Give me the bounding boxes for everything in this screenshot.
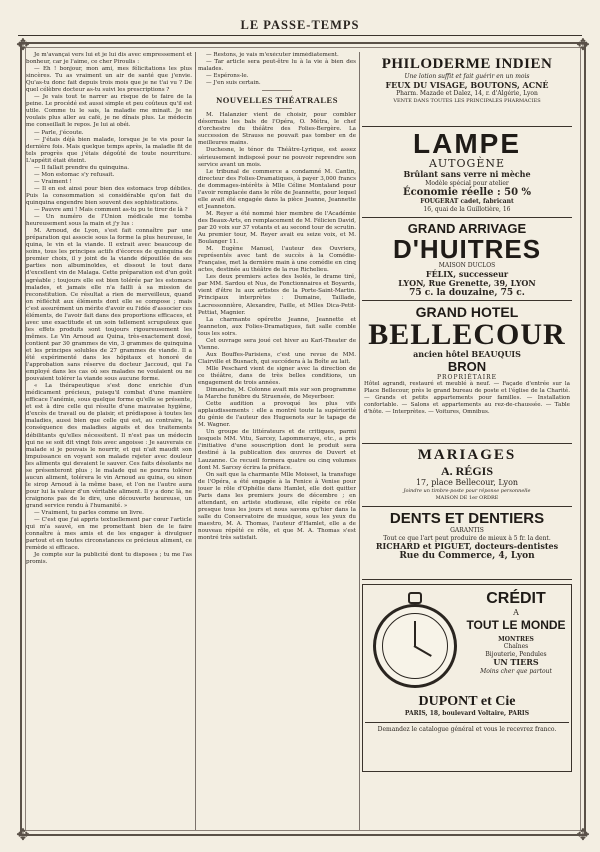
paragraph: — J'étais déjà bien malade, lorsque je te vis pour la dernière fois. Mais quelque temps après, la maladie fit de tels progrès que j'étais dégoûté de toute nourriture. L'appétit était éteint. — [26, 136, 192, 164]
ad-line: MAISON DUCLOS — [438, 262, 496, 269]
paragraph: — Vraiment ! — [34, 178, 72, 185]
ad-dents-title: DENTS ET DENTIERS — [389, 510, 545, 527]
ad-line: Brûlant sans verre ni mèche — [403, 169, 531, 179]
paragraph: — Pauvre ami ! Mais comment as-tu pu te tirer de là ? — [34, 207, 188, 214]
ad-credit-title: TOUT LE MONDE — [466, 617, 566, 632]
page-title: LE PASSE-TEMPS — [240, 18, 360, 32]
paragraph: — Il en est ainsi pour bien des estomacs trop débiles. Puis la consommation si considérable qu'on fait du quinquina engendre bien souvent des sophistications. — [26, 185, 192, 206]
column-2 — [198, 52, 356, 830]
ad-line: Pharm. Mazade et Dalez, 14, r. d'Algérie, Lyon — [396, 90, 538, 97]
ad-line: FÉLIX, successeur — [425, 268, 509, 279]
paragraph: M. Reyer a été nommé hier membre de l'Académie des Beaux-Arts, en remplacement de M. Félicien David, par 20 voix sur 37 votants et au second tour de scrutin. Au premier tour, M. Reyer avait eu seize voix, et M. Boulanger 11. — [198, 210, 356, 246]
ad-lampe-subtitle: AUTOGÈNE — [428, 157, 506, 170]
corner-ornament-icon: ✥ — [16, 35, 30, 54]
paragraph: M. Arnoud, de Lyon, s'est fait connaître par une préparation qui associe sous la forme la plus heureuse, le quina, le vin et la viande. Il extrait avec beaucoup de soins, tous les principes actifs d'écorces de quinquina de premier choix, il y joint de la viande dépouillée de ses parties non albuminoïdes, et dissout le tout dans d'excellent vin de Malaga. Cette préparation est d'un goût agréable ; toujours elle est bien tolérée par les estomacs malades, et jamais elle n'a failli à sa mission de reconstitution. Ce résultat a rien de merveilleux, quand on réfléchit aux éléments dont elle se compose ; mais c'est assurément un mérite d'avoir eu l'idée d'associer ces éléments, de l'avoir fait dans des proportions efficaces, et avec une exactitude et un soin tellement scrupuleux que les effets produits sont toujours rigoureusement les mêmes. Le Vin Arnoud au Quina, très-exactement dosé, contient par 30 grammes de vin, 3 grammes de quinquina et les principes solubles de 27 grammes de viande. Il a été expérimenté dans les hôpitaux et honoré de l'approbation sans réserve du docteur Jaccoud, qui l'a employé dans les cas où ses malades ne voulaient ou ne pouvaient tolérer la viande sous aucune forme. — [26, 228, 192, 383]
ad-line: 16, quai de la Guillotière, 16 — [423, 205, 511, 213]
paragraph: — Eh ! bonjour, mon ami, mes félicitations les plus sincères. Tu as vraiment un air de santé que j'envie. Qu'as-tu donc fait depuis trois mois que je ne t'ai vu ? De quel célèbre docteur as-tu suivi les prescriptions ? — [26, 66, 192, 94]
separator — [262, 108, 292, 109]
ad-line: UN TIERS — [493, 657, 539, 667]
column-rule — [359, 52, 360, 830]
paragraph: Duchesne, le ténor du Théâtre-Lyrique, est assez sérieusement indisposé pour ne pouvoir reprendre son service avant un mois. — [198, 147, 356, 168]
ad-lampe-title: LAMPE — [413, 128, 521, 159]
ad-line: LYON, Rue Grenette, 39, LYON — [398, 278, 536, 288]
corner-ornament-icon: ✥ — [576, 825, 590, 844]
ad-line: GARANTIS — [450, 527, 484, 534]
ad-line: Bijouterie, Pendules — [485, 650, 547, 658]
ad-line: MONTRES — [498, 635, 534, 643]
paragraph: La charmante opérette Jeanne, Jeannette et Jeanneton, aux Folies-Dramatiques, fait salle comble tous les soirs. — [198, 316, 356, 337]
ad-line: A. RÉGIS — [440, 464, 493, 478]
ad-huitres-top: GRAND ARRIVAGE — [407, 221, 527, 236]
ad-line: RICHARD et PIGUET, docteurs-dentistes — [375, 541, 559, 551]
paragraph: M. Halanzier vient de choisir, pour combler désormais les bals de l'Opéra, O. Métra, le chef d'orchestre du théâtre des Folies-Bergère. La succession de Strauss ne pouvait pas tomber en de meilleures mains. — [198, 112, 356, 147]
paragraph: — Je vais tout te narrer au risque de te faire de la peine. Le procédé est aussi simple et peu coûteux qu'il est utile. Comme tu le sais, la maladie me minait. Je ne voulais plus aller au café, je ne dînais plus. Le médecin me conseillait le repos. Je lui ai obéi. — [26, 94, 192, 129]
paragraph: — Mon estomac s'y refusait. — [34, 171, 115, 178]
ad-philoderme — [362, 52, 572, 127]
header-rule — [18, 35, 582, 36]
column-2-intro — [198, 52, 356, 87]
corner-ornament-icon: ✥ — [576, 35, 590, 54]
ad-line: Demandez le catalogue général et vous le recevrez franco. — [365, 722, 569, 734]
paragraph: Cet ouvrage sera joué cet hiver au Karl-Theater de Vienne. — [198, 337, 356, 351]
paragraph: M. Eugène Manuel, l'auteur des Ouvriers, représentés avec tant de succès à la Comédie-Française, met la dernière main à une comédie en cinq actes, destinée au théâtre de la rue Richelieu. — [198, 246, 356, 274]
ad-line: BRON — [447, 358, 487, 374]
paragraph: — Un numéro de l'Union médicale me tomba heureusement sous la main et j'y lus : — [26, 214, 192, 228]
pocket-watch-icon — [373, 604, 457, 688]
ad-dents — [362, 507, 572, 580]
paragraph: — Il fallait prendre du quinquina. — [34, 164, 130, 171]
ad-line: FOUGERAT cadet, fabricant — [420, 198, 514, 205]
advertisements-column — [362, 52, 572, 830]
paragraph: Les deux premiers actes des Isolés, le drame tiré, par MM. Sardou et Nus, de Fonctionnaires et Boyards, vient d'être lu aux artistes de la Porte-Saint-Martin. Principaux interprètes : Dumaine, Taillade, Lacressonnière, Alexandre, Faille, et Mlles Dica-Petit-Pettiat, Magnier. — [198, 274, 356, 316]
ad-hotel-top: GRAND HOTEL — [415, 304, 519, 320]
ad-huitres — [362, 218, 572, 301]
separator — [262, 90, 292, 91]
ad-line: PROPRIÉTAIRE — [436, 373, 498, 381]
ad-line: Hôtel agrandi, restauré et meublé à neuf. — Façade d'entrée sur la Place Bellecour, près le grand bureau de poste et l'église de la Charité. — Grands et petits appartements pour familles. — Installation confortable. — Salons et appartements au rez-de-chaussée. — Table d'hôte. — Interprètes. — Voitures, Omnibus. — [364, 381, 570, 415]
paragraph: Je m'avançai vers lui et je lui dis avec empressement et bonheur, car je l'aime, ce cher Piroulis : — [26, 52, 192, 66]
column-1 — [26, 52, 192, 830]
ad-line: Joindre un timbre-poste pour réponse personnelle — [403, 487, 531, 494]
ad-line: DUPONT et Cie — [418, 694, 516, 709]
ad-line: Rue du Commerce, 4, Lyon — [399, 550, 535, 561]
paragraph: — Espérons-le. — [206, 73, 249, 80]
corner-ornament-icon: ✥ — [16, 825, 30, 844]
ad-line: Moins cher que partout — [480, 667, 552, 675]
ad-hotel-bellecour — [362, 301, 572, 444]
paragraph: Un groupe de littérateurs et de critiques, parmi lesquels MM. Vitu, Sarcey, Lapommeraye, etc., a pris l'initiative d'une souscription dont le produit sera destiné à la publication des œuvres de Duvert et Lauzanne. Ce recueil formera quatre ou cinq volumes dont M. Sarcey écrira la préface. — [198, 429, 356, 471]
paragraph: Aux Bouffes-Parisiens, c'est une revue de MM. Clairville et Busnach, qui succédera à la Boîte au lait. — [198, 351, 356, 365]
ad-line: PARIS, 18, boulevard Voltaire, PARIS — [404, 710, 530, 717]
ad-line: ancien hôtel BEAUQUIS — [413, 349, 521, 359]
ad-line: Chaînes — [503, 643, 529, 650]
paragraph: Dimanche, M. Colonne avait mis sur son programme la Marche funèbre du Struensée, de Meyerbeer. — [198, 387, 356, 401]
ad-line: 75 c. la douzaine, 75 c. — [409, 287, 525, 298]
paragraph: — J'en suis certain. — [206, 80, 261, 87]
ad-huitres-title: D'HUITRES — [392, 234, 542, 264]
ad-mariages — [362, 444, 572, 507]
ad-line: VENTE DANS TOUTES LES PRINCIPALES PHARMACIES — [393, 97, 541, 104]
ad-line: Économie réelle : 50 % — [402, 187, 532, 198]
ad-credit-mid: A — [513, 608, 519, 617]
paragraph: — Vraiment, tu parles comme un livre. — [34, 510, 144, 517]
column-1-text — [26, 52, 192, 566]
column-2-text — [198, 112, 356, 542]
ad-line: FEUX DU VISAGE, BOUTONS, ACNÉ — [385, 79, 549, 90]
watch-crown-icon — [408, 592, 422, 604]
ad-credit-head — [365, 588, 569, 694]
paragraph: Le tribunal de commerce a condamné M. Cantin, directeur des Folies-Dramatiques, à payer 3,000 francs de dommages-intérêts à Mlle Céline Montaland pour l'avoir remplacée dans le rôle de Jeannette, pour lequel elle avait été engagée dans la pièce Jeanne, Jeannette et Jeanneton. — [198, 168, 356, 210]
ad-line: Tout ce que l'art peut produire de mieux à 5 fr. la dent. — [383, 534, 551, 542]
paragraph: Mlle Peschard vient de signer avec la direction de ce théâtre, dans de très belles conditions, un engagement de trois années. — [198, 365, 356, 387]
ad-credit — [362, 584, 572, 772]
paragraph: — C'est que j'ai appris textuellement par cœur l'article qui m'a sauvé, en me promettant bien de le faire connaître à mes amis et de les engager à divulguer partout et en toutes circonstances ce précieux aliment, ce remède si efficace. — [26, 517, 192, 552]
paragraph: « La thérapeutique s'est donc enrichie d'un médicament précieux, puisqu'il combat d'une manière efficace l'anémie, sous quelque forme qu'elle se présente, et est à dire celle qui résulte d'une mauvaise hygiène, d'excès de travail ou de plaisir, et prédispose à toutes les maladies, aussi bien que celle qui est, au contraire, la conséquence des maladies aiguës et des traitements débilitants qu'elles nécessitent. Il n'est pas un médecin qui ne se soit dit vingt fois avec angoisse : Je sauverais ce malade si je pouvais le nourrir, et qui n'ait maudit son impuissance en voyant son malade rejeter avec douleur les aliments qui devaient le sauver. Ces faits désolants ne se présenteront plus ; le malade qui ne pourra tolérer aucun aliment, tolérera le vin Arnoud au quina, ou sinon le sirop Arnoud à la même base, et l'on ne l'autre aura pour lui la valeur d'un véritable aliment. Il y a donc là, ne craignons pas de le dire, une découverte heureuse, un grand service rendu à l'humanité. » — [26, 383, 192, 509]
ad-lampe — [362, 127, 572, 218]
page-header — [18, 14, 582, 36]
paragraph: Cette audition a provoqué les plus vifs applaudissements : elle a montré toute la supériorité du génie de l'auteur des Huguenots sur le tapage de M. Wagner. — [198, 401, 356, 429]
section-title: NOUVELLES THÉATRALES — [216, 95, 338, 106]
ad-credit-watch-illustration — [367, 592, 463, 690]
paragraph: — Tar article sera peut-être lu à la vie à bien des malades. — [198, 59, 356, 73]
paragraph: Je compte sur la publicité dont tu disposes ; tu me l'as promis. — [26, 552, 192, 566]
ad-credit-top: CRÉDIT — [486, 590, 546, 607]
ad-hotel-title: BELLECOUR — [368, 318, 566, 351]
ad-philoderme-title: PHILODERME INDIEN — [381, 56, 553, 72]
ad-mariages-title: MARIAGES — [417, 447, 517, 463]
paragraph: On sait que la charmante Mlle Moisset, la transfuge de l'Opéra, a été engagée à la Fenice à Venise pour jouer le rôle d'Ophélie dans Hamlet, elle doit quitter Paris dans les premiers jours de décembre ; en attendant, en artiste studieuse, elle répète ce rôle presque tous les jours et nous savons qu'hier dans la salle du Conservatoire de musique, sous les yeux du maestro, M. A. Thomas, l'auteur d'Hamlet, elle a de nouveau répété ce rôle, et que M. A. Thomas s'est montré très satisfait. — [198, 471, 356, 542]
paragraph: — Restons, je vais m'exécuter immédiatement. — [206, 52, 339, 58]
ad-line: Une lotion suffit et fait guérir en un mois — [404, 73, 530, 80]
column-rule — [195, 52, 196, 830]
ad-line: MAISON DE 1er ORDRE — [435, 495, 499, 501]
ad-credit-text — [465, 590, 567, 675]
paragraph: — Parle, j'écoute. — [34, 129, 84, 136]
ad-line: Modèle spécial pour atelier — [425, 179, 509, 187]
ad-line: 17, place Bellecour, Lyon — [415, 478, 519, 487]
